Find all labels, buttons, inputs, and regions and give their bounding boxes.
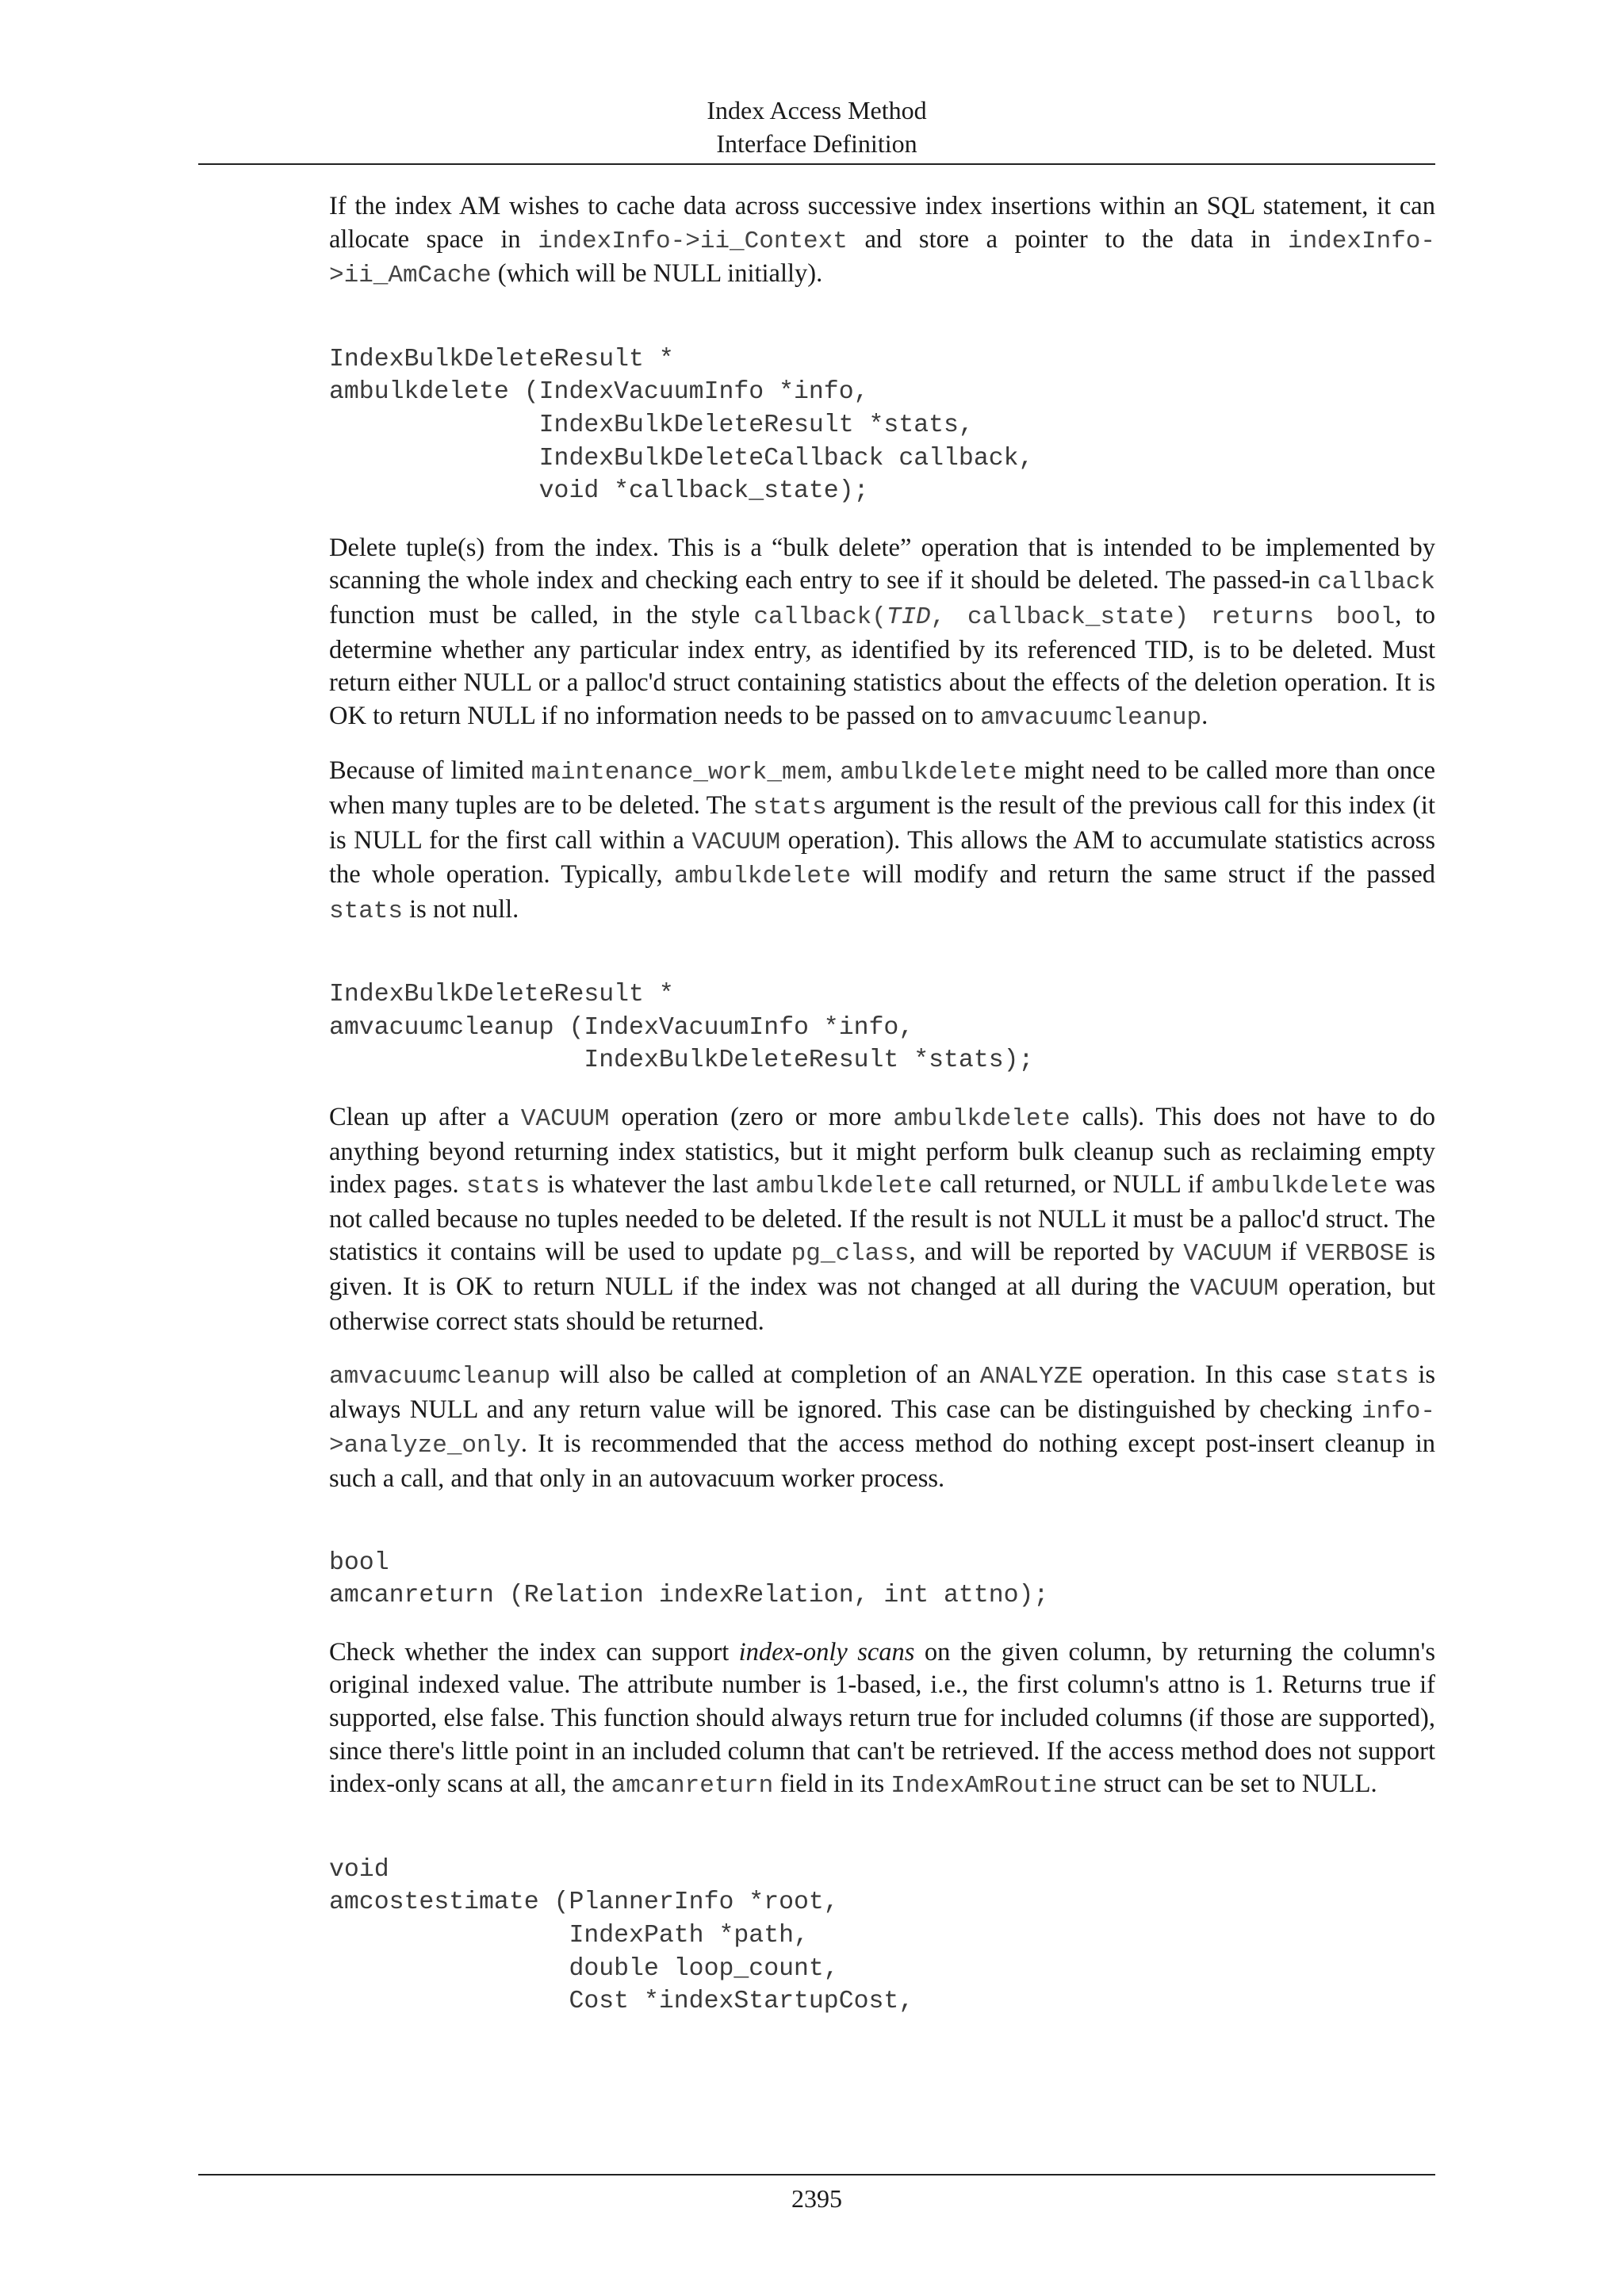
paragraph-maintenance-work-mem: Because of limited maintenance_work_mem, ambulkdelete might need to be called more than once when many tuples are to be deleted. The stats argument is the result of the previous call for this index (it is NULL for the first call within a VACUUM operation). This allows the AM to accumulate statistics across the whole operation. Typically, ambulkdelete will modify and return the same struct if the passed stats is not null. xyxy=(329,756,1436,925)
paragraph-cache-data: If the index AM wishes to cache data across successive index insertions within an SQL statement, it can allocate space in indexInfo->ii_Context and store a pointer to the data in indexInfo->ii_AmCache (which will be NULL initially). xyxy=(329,192,1435,290)
header-section-title: Interface Definition xyxy=(716,129,917,158)
code-block-amvacuumcleanup: IndexBulkDeleteResult * amvacuumcleanup (IndexVacuumInfo *info, IndexBulkDeleteResult *stats); xyxy=(329,981,1034,1075)
paragraph-analyze: amvacuumcleanup will also be called at completion of an ANALYZE operation. In this case stats is always NULL and any return value will be ignored. This case can be distinguished by checking info->analyze_only. It is recommended that the access method do nothing except post-insert cleanup in such a call, and that only in an autovacuum worker process. xyxy=(329,1360,1435,1493)
code-block-amcanreturn: bool amcanreturn (Relation indexRelation, int attno); xyxy=(329,1548,1049,1610)
paragraph-vacuum-cleanup: Clean up after a VACUUM operation (zero or more ambulkdelete calls). This does not have to do anything beyond returning index statistics, but it might perform bulk cleanup such as reclaiming empty index pages. stats is whatever the last ambulkdelete call returned, or NULL if ambulkdelete was not called because no tuples needed to be deleted. If the result is not NULL it must be a palloc'd struct. The statistics it contains will be used to update pg_class, and will be reported by VACUUM if VERBOSE is given. It is OK to return NULL if the index was not changed at all during the VACUUM operation, but otherwise correct stats should be returned. xyxy=(329,1103,1436,1336)
code-ii-context: indexInfo->ii_Context xyxy=(538,227,848,255)
term-index-only-scans: index-only scans xyxy=(738,1637,915,1667)
code-block-ambulkdelete: IndexBulkDeleteResult * ambulkdelete (IndexVacuumInfo *info, IndexBulkDeleteResult *stats, IndexBulkDeleteCallback callback, void *callback_state); xyxy=(329,345,1034,506)
page-body xyxy=(329,190,1435,2042)
paragraph-bulk-delete: Delete tuple(s) from the index. This is a “bulk delete” operation that is intended to be implemented by scanning the whole index and checking each entry to see if it should be deleted. The passed-in callback function must be called, in the style callback(TID, callback_state) returns bool, to determine whether any particular index entry, as identified by its referenced TID, is to be deleted. Must return either NULL or a palloc'd struct containing statistics about the effects of the deletion operation. It is OK to return NULL if no information needs to be passed on to amvacuumcleanup. xyxy=(329,533,1436,732)
code-ii-amcache: indexInfo->ii_AmCache xyxy=(329,227,1435,290)
header-rule xyxy=(198,163,1435,165)
running-header xyxy=(198,94,1435,160)
code-block-amcostestimate: void amcostestimate (PlannerInfo *root, IndexPath *path, double loop_count, Cost *indexStartupCost, xyxy=(329,1855,914,2016)
paragraph-index-only-scans: Check whether the index can support index-only scans on the given column, by returning the column's original indexed value. The attribute number is 1-based, i.e., the first column's attno is 1. Returns true if supported, else false. This function should always return true for included columns (if those are supported), since there's little point in an included column that can't be retrieved. If the access method does not support index-only scans at all, the amcanreturn field in its IndexAmRoutine struct can be set to NULL. xyxy=(329,1637,1435,1800)
header-chapter-title: Index Access Method xyxy=(707,96,927,124)
footer-rule xyxy=(198,2174,1435,2175)
page-number: 2395 xyxy=(791,2184,842,2213)
